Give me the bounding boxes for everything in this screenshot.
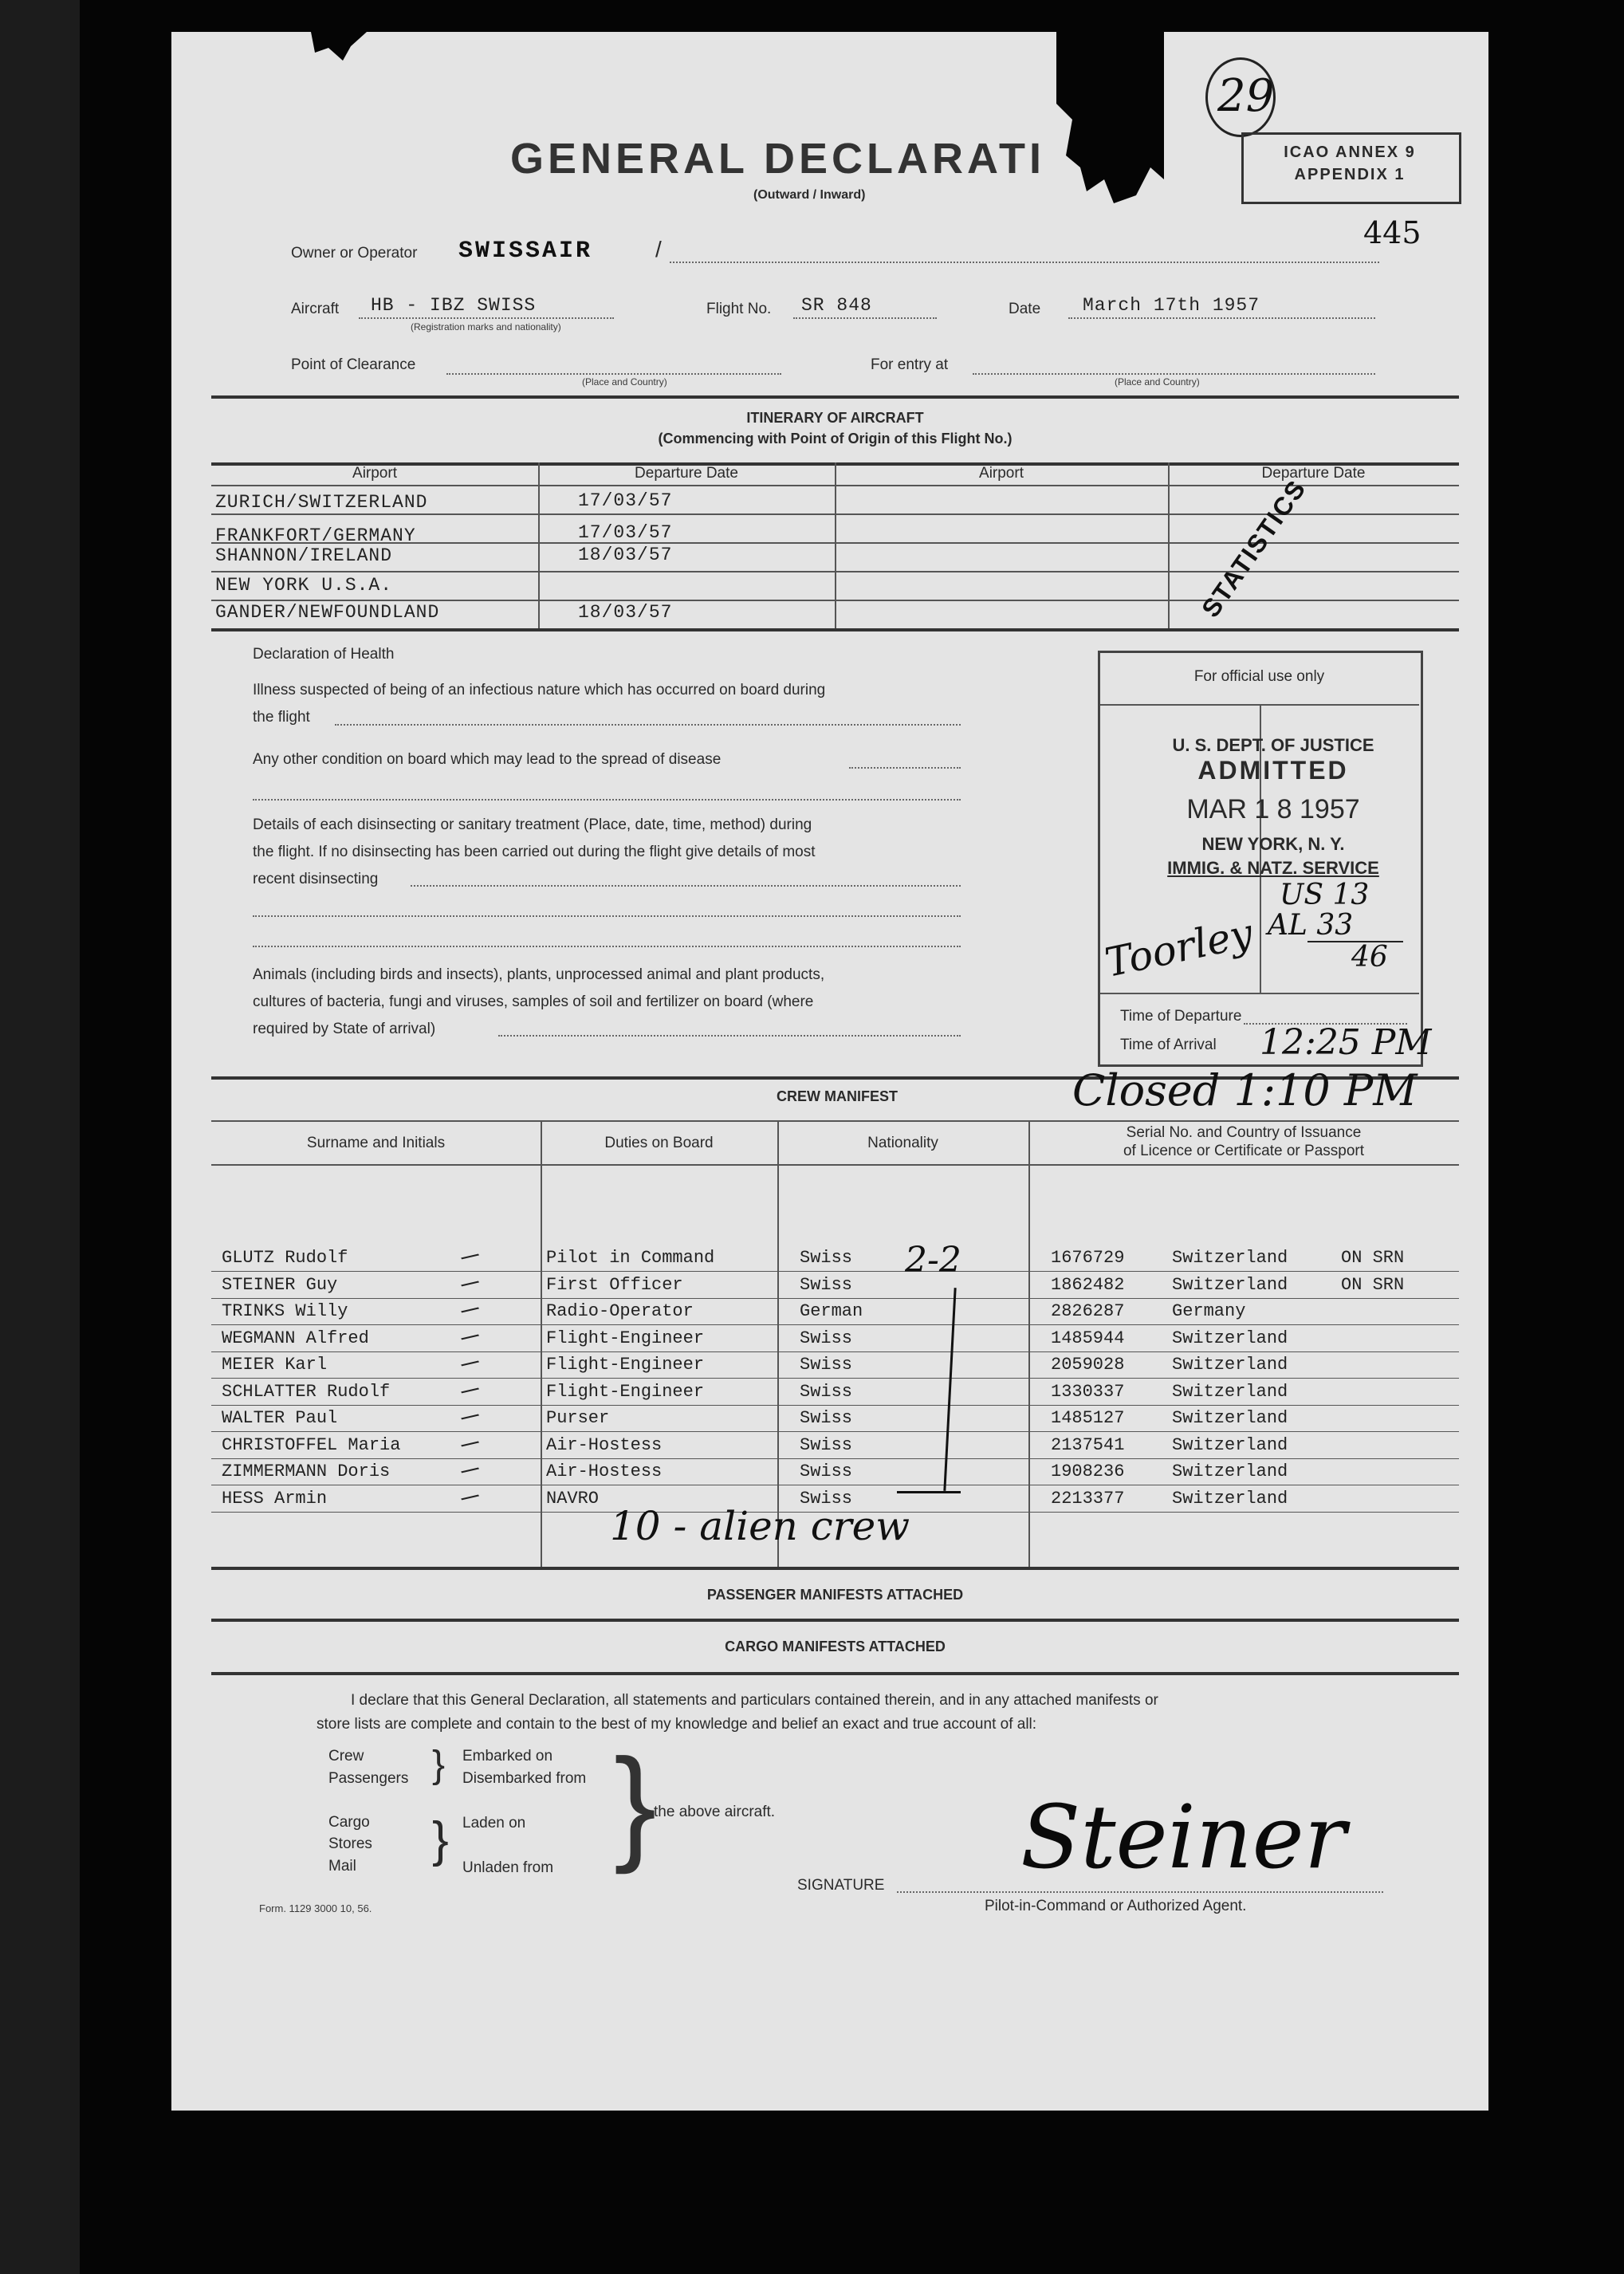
itinerary-col-divider-1 (538, 462, 540, 630)
crew-country: Switzerland (1172, 1434, 1288, 1455)
crew-check-mark: / (458, 1247, 482, 1266)
itinerary-date: 17/03/57 (578, 490, 673, 511)
crew-check-mark: / (458, 1381, 482, 1399)
date-value: March 17th 1957 (1083, 295, 1260, 316)
itinerary-date: 18/03/57 (578, 545, 673, 565)
crew-name: WALTER Paul (222, 1408, 338, 1428)
decl-brace-2: } (432, 1812, 449, 1867)
crew-nationality: Swiss (800, 1274, 853, 1295)
crew-country: Germany (1172, 1301, 1246, 1321)
document-number: 445 (1363, 215, 1421, 250)
crew-check-mark: / (458, 1300, 482, 1320)
crew-duty: Air-Hostess (546, 1434, 663, 1455)
crew-row-rule (211, 1458, 1459, 1459)
itinerary-bottom-rule (211, 628, 1459, 631)
decl-brace-1: } (432, 1744, 446, 1786)
official-bottom-rule (1100, 993, 1419, 994)
entry-note: (Place and Country) (1115, 376, 1200, 388)
clearance-note: (Place and Country) (582, 376, 667, 388)
itinerary-col-airport-2: Airport (979, 465, 1024, 482)
crew-hand-bracket-base (897, 1491, 961, 1493)
itinerary-col-divider-3 (1168, 462, 1170, 630)
crew-check-mark: / (458, 1461, 482, 1480)
signature-label: SIGNATURE (797, 1877, 885, 1894)
form-number: Form. 1129 3000 10, 56. (259, 1902, 372, 1914)
crew-serial: 1485944 (1051, 1328, 1125, 1348)
passenger-rule (211, 1619, 1459, 1622)
crew-duty: Radio-Operator (546, 1301, 694, 1321)
crew-header-bottom (211, 1164, 1459, 1166)
crew-country: Switzerland (1172, 1274, 1288, 1295)
itinerary-col-departure-2: Departure Date (1261, 465, 1366, 482)
tear-top-left (311, 32, 367, 64)
itinerary-col-divider-2 (835, 462, 836, 630)
crew-serial: 2137541 (1051, 1434, 1125, 1455)
crew-serial: 1676729 (1051, 1248, 1125, 1268)
crew-note: ON SRN (1341, 1274, 1405, 1295)
crew-col-divider-2 (777, 1120, 779, 1567)
stamp-note: US 13 (1280, 879, 1370, 911)
crew-name: SCHLATTER Rudolf (222, 1381, 391, 1402)
itinerary-airport: NEW YORK U.S.A. (215, 575, 393, 596)
itinerary-airport: ZURICH/SWITZERLAND (215, 492, 428, 513)
crew-closed-note: Closed 1:10 PM (1072, 1065, 1418, 1115)
declaration-text-cont: store lists are complete and contain to the best of my knowledge and belief an exact and true account of all: (317, 1716, 1037, 1733)
crew-nationality: Swiss (800, 1381, 853, 1402)
crew-check-mark: / (458, 1407, 482, 1426)
clearance-rule (446, 373, 781, 375)
flight-no-rule (793, 317, 937, 319)
crew-hand-count: 2-2 (905, 1240, 961, 1281)
stamp-admitted: ADMITTED (1197, 756, 1349, 785)
health-q4: Animals (including birds and insects), plants, unprocessed animal and plant products, (253, 966, 825, 983)
crew-name: WEGMANN Alfred (222, 1328, 369, 1348)
health-q3-rule-3 (253, 946, 961, 947)
crew-row-rule (211, 1351, 1459, 1352)
crew-row-rule (211, 1378, 1459, 1379)
crew-country: Switzerland (1172, 1355, 1288, 1375)
crew-bottom-rule (211, 1567, 1459, 1570)
owner-rule (670, 262, 1379, 263)
aircraft-label: Aircraft (291, 301, 340, 317)
itinerary-subtitle: (Commencing with Point of Origin of this Flight No.) (658, 431, 1013, 447)
health-q3: Details of each disinsecting or sanitary treatment (Place, date, time, method) during (253, 816, 812, 833)
crew-check-mark: / (458, 1488, 482, 1506)
crew-check-mark: / (458, 1328, 482, 1346)
crew-duty: Pilot in Command (546, 1248, 715, 1268)
health-q1: Illness suspected of being of an infectious nature which has occurred on board during (253, 682, 826, 698)
entry-rule (973, 373, 1375, 375)
crew-hand-total: 10 - alien crew (610, 1503, 910, 1549)
itinerary-row-rule-3 (211, 571, 1459, 572)
crew-duty: Flight-Engineer (546, 1381, 705, 1402)
stamp-note: 46 (1351, 941, 1388, 974)
crew-row-rule (211, 1324, 1459, 1325)
decl-embarked: Embarked on (462, 1748, 553, 1765)
crew-serial: 2213377 (1051, 1488, 1125, 1509)
health-q3-rule (411, 885, 961, 887)
crew-country: Switzerland (1172, 1408, 1288, 1428)
crew-row-rule (211, 1405, 1459, 1406)
crew-country: Switzerland (1172, 1381, 1288, 1402)
aircraft-value: HB - IBZ SWISS (371, 295, 537, 316)
crew-name: MEIER Karl (222, 1355, 328, 1375)
passenger-manifests: PASSENGER MANIFESTS ATTACHED (706, 1587, 964, 1603)
icao-appendix: APPENDIX 1 (1294, 166, 1406, 183)
crew-serial: 2059028 (1051, 1355, 1125, 1375)
decl-mail: Mail (328, 1858, 356, 1875)
crew-serial: 1862482 (1051, 1274, 1125, 1295)
crew-name: TRINKS Willy (222, 1301, 348, 1321)
owner-label: Owner or Operator (291, 245, 418, 262)
crew-serial: 2826287 (1051, 1301, 1125, 1321)
health-q3-cont: the flight. If no disinsecting has been carried out during the flight give details of most (253, 844, 816, 860)
date-rule (1068, 317, 1375, 319)
crew-name: ZIMMERMANN Doris (222, 1462, 391, 1481)
decl-disembarked: Disembarked from (462, 1770, 587, 1787)
crew-nationality: Swiss (800, 1355, 853, 1375)
crew-country: Switzerland (1172, 1488, 1288, 1509)
time-departure-label: Time of Departure (1120, 1008, 1242, 1025)
torn-corner (1056, 32, 1164, 223)
icao-annex: ICAO ANNEX 9 (1284, 144, 1416, 161)
crew-duty: Air-Hostess (546, 1462, 663, 1481)
crew-country: Switzerland (1172, 1462, 1288, 1481)
itinerary-row-rule-4 (211, 600, 1459, 601)
crew-duty: NAVRO (546, 1488, 600, 1509)
itinerary-col-departure-1: Departure Date (635, 465, 738, 482)
itinerary-airport: GANDER/NEWFOUNDLAND (215, 602, 440, 623)
signer-note: Pilot-in-Command or Authorized Agent. (985, 1898, 1247, 1914)
crew-col-serial-cont: of Licence or Certificate or Passport (1123, 1143, 1365, 1159)
crew-nationality: Swiss (800, 1328, 853, 1348)
decl-laden: Laden on (462, 1815, 526, 1831)
aircraft-rule (359, 317, 614, 319)
crew-duty: Flight-Engineer (546, 1328, 705, 1348)
health-q2-rule-2 (253, 799, 961, 801)
crew-col-name: Surname and Initials (306, 1135, 446, 1151)
crew-title: CREW MANIFEST (777, 1088, 898, 1104)
official-title: For official use only (1193, 668, 1325, 685)
form-title: GENERAL DECLARATI (510, 135, 1046, 183)
crew-note: ON SRN (1341, 1248, 1405, 1268)
crew-check-mark: / (458, 1434, 482, 1453)
decl-above: the above aircraft. (654, 1804, 776, 1820)
crew-col-serial: Serial No. and Country of Issuance (1126, 1124, 1362, 1141)
owner-slash: / (655, 237, 662, 262)
itinerary-title: ITINERARY OF AIRCRAFT (746, 410, 924, 426)
crew-serial: 1908236 (1051, 1462, 1125, 1481)
health-q3-rule-2 (253, 915, 961, 917)
aircraft-note: (Registration marks and nationality) (411, 321, 561, 332)
cargo-rule (211, 1672, 1459, 1675)
flight-no-label: Flight No. (706, 301, 772, 317)
date-label: Date (1009, 301, 1041, 317)
crew-country: Switzerland (1172, 1248, 1288, 1268)
crew-nationality: Swiss (800, 1434, 853, 1455)
crew-col-divider-3 (1028, 1120, 1030, 1567)
health-q4-rule (498, 1035, 961, 1037)
circled-number-text: 29 (1217, 70, 1275, 122)
crew-duty: Flight-Engineer (546, 1355, 705, 1375)
captain-signature: Steiner (1020, 1786, 1347, 1888)
decl-cargo: Cargo (328, 1814, 370, 1831)
itinerary-airport: FRANKFORT/GERMANY (215, 525, 416, 546)
owner-value: SWISSAIR (458, 238, 593, 265)
crew-header-top (211, 1120, 1459, 1122)
health-q2-rule (849, 767, 961, 769)
itinerary-top-rule (211, 395, 1459, 399)
health-q1-rule (335, 724, 961, 726)
time-arrival-value: 12:25 PM (1260, 1022, 1432, 1063)
crew-name: STEINER Guy (222, 1274, 338, 1295)
clearance-label: Point of Clearance (291, 356, 416, 373)
crew-col-divider-1 (541, 1120, 542, 1567)
stamp-service: IMMIG. & NATZ. SERVICE (1167, 858, 1379, 878)
crew-duty: First Officer (546, 1274, 683, 1295)
cargo-manifests: CARGO MANIFESTS ATTACHED (725, 1639, 946, 1654)
itinerary-col-airport-1: Airport (352, 465, 397, 482)
decl-big-brace: } (614, 1732, 657, 1875)
stamp-city: NEW YORK, N. Y. (1201, 834, 1345, 854)
decl-unladen: Unladen from (462, 1859, 554, 1876)
signature-rule (897, 1891, 1383, 1893)
crew-serial: 1330337 (1051, 1381, 1125, 1402)
flight-no-value: SR 848 (801, 295, 872, 316)
statistics-stamp: STATISTICS (1196, 474, 1312, 623)
crew-col-nationality: Nationality (867, 1135, 938, 1151)
crew-name: CHRISTOFFEL Maria (222, 1434, 401, 1455)
crew-name: HESS Armin (222, 1488, 328, 1509)
itinerary-date: 17/03/57 (578, 522, 673, 543)
crew-row-rule (211, 1298, 1459, 1299)
decl-stores: Stores (328, 1835, 372, 1852)
crew-serial: 1485127 (1051, 1408, 1125, 1428)
time-arrival-label: Time of Arrival (1120, 1037, 1217, 1053)
decl-passengers: Passengers (328, 1770, 409, 1787)
crew-col-duties: Duties on Board (604, 1135, 714, 1151)
crew-check-mark: / (458, 1274, 482, 1292)
crew-nationality: Swiss (800, 1462, 853, 1481)
stamp-dept: U. S. DEPT. OF JUSTICE (1172, 735, 1374, 755)
health-q1-cont: the flight (253, 709, 310, 726)
crew-nationality: Swiss (800, 1408, 853, 1428)
crew-name: GLUTZ Rudolf (222, 1248, 348, 1268)
form-subtitle: (Outward / Inward) (753, 188, 866, 202)
crew-row-rule (211, 1271, 1459, 1272)
crew-nationality: Swiss (800, 1488, 853, 1509)
officer-signature: Toorley (1101, 910, 1257, 986)
declaration-text: I declare that this General Declaration, all statements and particulars contained therein, and in any attached manifests or (351, 1692, 1158, 1709)
entry-label: For entry at (871, 356, 949, 373)
scan-border (0, 0, 80, 2274)
health-q4-cont-2: required by State of arrival) (253, 1021, 436, 1037)
crew-nationality: Swiss (800, 1248, 853, 1268)
health-q2: Any other condition on board which may lead to the spread of disease (253, 751, 722, 768)
crew-duty: Purser (546, 1408, 610, 1428)
health-q3-cont-2: recent disinsecting (253, 871, 379, 887)
itinerary-date: 18/03/57 (578, 602, 673, 623)
stamp-note: AL 33 (1268, 909, 1354, 942)
health-q4-cont: cultures of bacteria, fungi and viruses, samples of soil and fertilizer on board (where (253, 993, 814, 1010)
decl-crew: Crew (328, 1748, 364, 1765)
itinerary-airport: SHANNON/IRELAND (215, 545, 393, 566)
stamp-date: MAR 1 8 1957 (1186, 794, 1360, 824)
crew-check-mark: / (458, 1354, 482, 1373)
health-title: Declaration of Health (253, 646, 395, 663)
crew-nationality: German (800, 1301, 863, 1321)
crew-row-rule (211, 1431, 1459, 1432)
crew-country: Switzerland (1172, 1328, 1288, 1348)
